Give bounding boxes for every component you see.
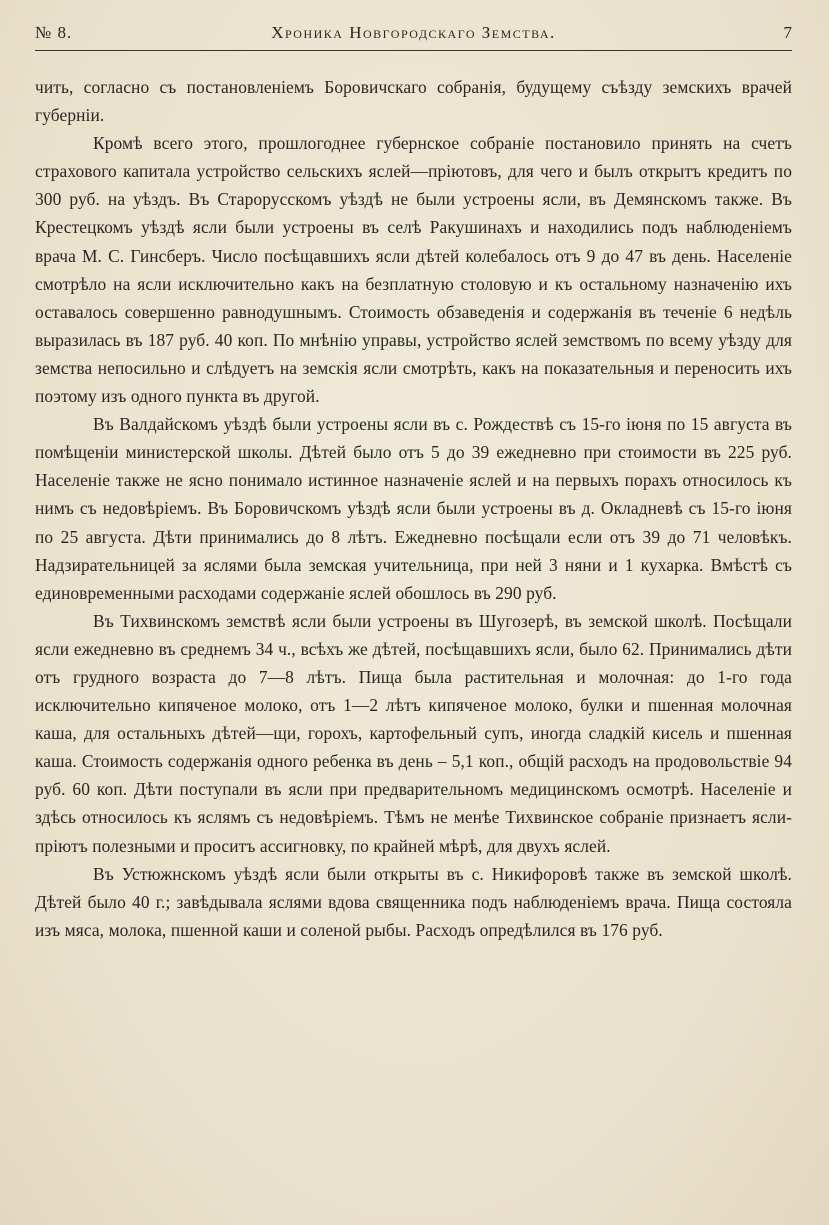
paragraph-creches-funding: Кромѣ всего этого, прошлогоднее губернское собраніе постановило принять на счетъ страхового капитала устройство сельскихъ яслей—пріютовъ, для чего и былъ открытъ кредитъ по 300 руб. на уѣздъ. Въ Старорусскомъ уѣздѣ не были устроены ясли, въ Демянскомъ также. Въ Крестецкомъ уѣздѣ ясли были устроены въ селѣ Ракушинахъ и находились подъ наблюденіемъ врача М. С. Гинсберъ. Число посѣщавшихъ ясли дѣтей колебалось отъ 9 до 47 въ день. Населеніе смотрѣло на ясли исключительно какъ на безплатную столовую и къ остальному назначенію ихъ оставалось совершенно равнодушнымъ. Стоимость обзаведенія и содержанія въ теченіе 6 недѣль выразилась въ 187 руб. 40 коп. По мнѣнію управы, устройство яслей земствомъ по всему уѣзду для земства непосильно и слѣдуетъ на земскія ясли смотрѣть, какъ на показательныя и переносить ихъ поэтому изъ одного пункта въ другой. xyxy=(35,133,792,407)
page-number: 7 xyxy=(783,23,792,42)
issue-number: № 8. xyxy=(35,23,73,42)
running-header xyxy=(35,20,792,46)
paragraph-tikhvin: Въ Тихвинскомъ земствѣ ясли были устроены въ Шугозерѣ, въ земской школѣ. Посѣщали ясли ежедневно въ среднемъ 34 ч., всѣхъ же дѣтей, посѣщавшихъ ясли, было 62. Принимались дѣти отъ грудного возраста до 7—8 лѣтъ. Пища была растительная и молочная: до 1-го года исключительно кипяченое молоко, отъ 1—2 лѣтъ кипяченое молоко, булки и пшенная молочная каша, для остальныхъ дѣтей—щи, горохъ, картофельный супъ, иногда сладкій кисель и пшенная каша. Стоимость содержанія одного ребенка въ день – 5,1 коп., общій расходъ на продовольствіе 94 руб. 60 коп. Дѣти поступали въ ясли при предварительномъ медицинскомъ осмотрѣ. Населеніе и здѣсь относилось къ яслямъ съ недовѣріемъ. Тѣмъ не менѣе Тихвинское собраніе признаетъ ясли-пріютъ полезными и проситъ ассигновку, по крайней мѣрѣ, для двухъ яслей. xyxy=(35,610,792,856)
article-body xyxy=(35,73,792,944)
paragraph-continuation: чить, согласно съ постановленіемъ Боровичскаго собранія, будущему съѣзду земскихъ врачей губерніи. xyxy=(35,77,792,126)
paragraph-ustyuzhna: Въ Устюжнскомъ уѣздѣ ясли были открыты въ с. Никифоровѣ также въ земской школѣ. Дѣтей было 40 г.; завѣдывала яслями вдова священника подъ наблюденіемъ врача. Пища состояла изъ мяса, молока, пшенной каши и соленой рыбы. Расходъ опредѣлился въ 176 руб. xyxy=(35,863,792,940)
header-rule xyxy=(35,50,792,51)
journal-title: Хроника Новгородскаго Земства. xyxy=(271,23,556,42)
paragraph-valdai-borovichi: Въ Валдайскомъ уѣздѣ были устроены ясли въ с. Рождествѣ съ 15-го іюня по 15 августа въ помѣщеніи министерской школы. Дѣтей было отъ 5 до 39 ежедневно при стоимости въ 225 руб. Населеніе также не ясно понимало истинное назначеніе яслей и на первыхъ порахъ относилось къ нимъ съ недовѣріемъ. Въ Боровичскомъ уѣздѣ ясли были устроены въ д. Окладневѣ съ 15-го іюня по 25 августа. Дѣти принимались до 8 лѣтъ. Ежедневно посѣщали если отъ 39 до 71 человѣкъ. Надзирательницей за яслями была земская учительница, при ней 3 няни и 1 кухарка. Вмѣстѣ съ единовременными расходами содержаніе яслей обошлось въ 290 руб. xyxy=(35,414,792,603)
